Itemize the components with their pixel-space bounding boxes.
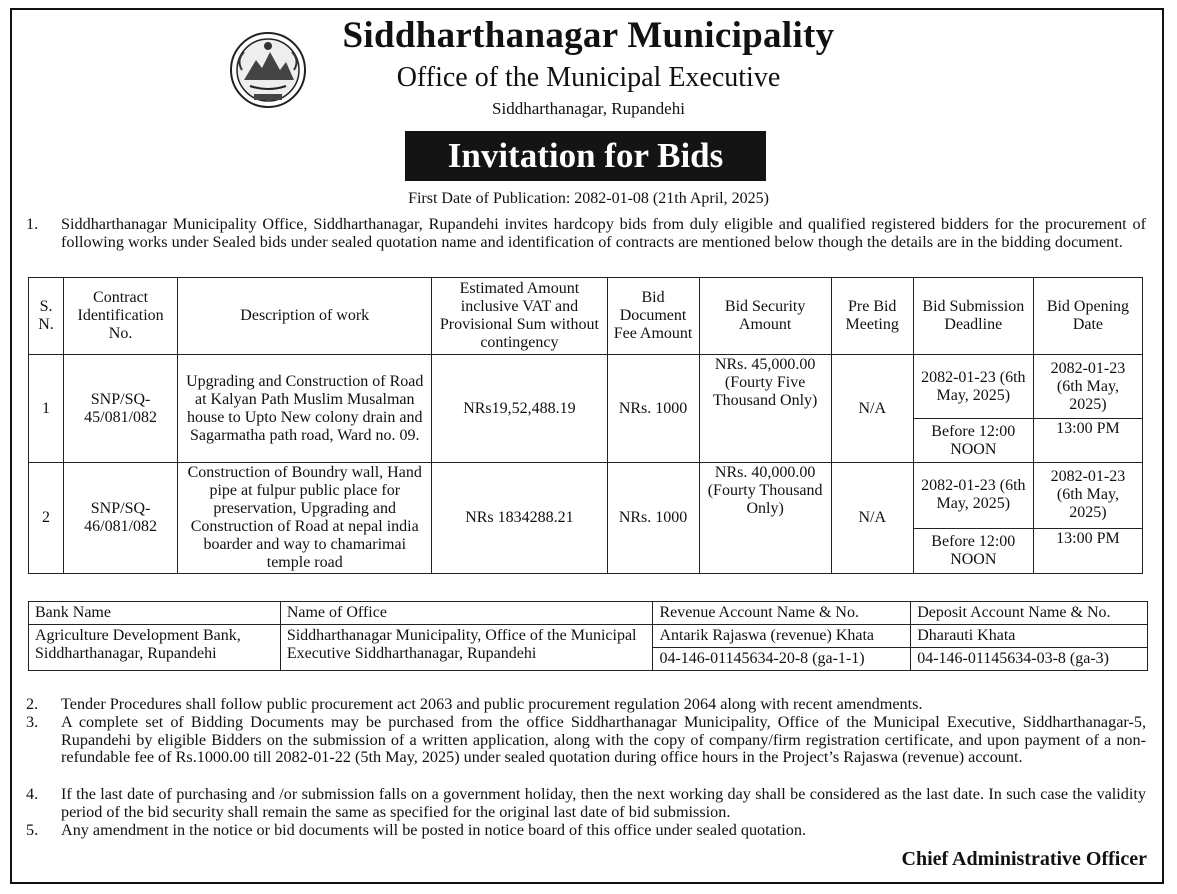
table-row <box>29 463 1143 529</box>
revenue-account-number: 04-146-01145634-20-8 (ga-1-1) <box>653 648 911 671</box>
column-header: S. N. <box>29 278 64 355</box>
clause-item <box>26 714 1146 767</box>
clause-item <box>26 696 1146 714</box>
works-table <box>28 277 1143 574</box>
table-row <box>29 355 1143 419</box>
clause-number: 5. <box>26 821 39 839</box>
column-header: Pre Bid Meeting <box>831 278 913 355</box>
serial-number: 2 <box>29 463 64 574</box>
bid-security: NRs. 40,000.00 (Fourty Thousand Only) <box>699 463 831 574</box>
notice-title: Invitation for Bids <box>405 131 766 181</box>
submission-time: Before 12:00 NOON <box>913 528 1033 573</box>
clause-text: Tender Procedures shall follow public procurement act 2063 and public procurement regulation 2064 along with recent amendments. <box>61 695 923 713</box>
office-account-name: Siddharthanagar Municipality, Office of the Municipal Executive Siddharthanagar, Rupandehi <box>280 625 653 671</box>
column-header: Description of work <box>178 278 432 355</box>
clause-text: Any amendment in the notice or bid documents will be posted in notice board of this office under sealed quotation. <box>61 821 807 839</box>
column-header: Bid Security Amount <box>699 278 831 355</box>
clause-item <box>26 786 1146 821</box>
column-header: Bid Opening Date <box>1033 278 1142 355</box>
bank-name: Agriculture Development Bank, Siddharthanagar, Rupandehi <box>29 625 281 671</box>
column-header: Bid Submission Deadline <box>913 278 1033 355</box>
opening-time: 13:00 PM <box>1033 419 1142 463</box>
clause-text: Siddharthanagar Municipality Office, Siddharthanagar, Rupandehi invites hardcopy bids from duly eligible and qualified registered bidders for the procurement of following works under Sealed bids under sealed quotation name and identification of contracts are mentioned below though the details are in the bidding document. <box>61 215 1146 251</box>
deposit-account-number: 04-146-01145634-03-8 (ga-3) <box>911 648 1148 671</box>
column-header: Bank Name <box>29 602 281 625</box>
opening-date: 2082-01-23 (6th May, 2025) <box>1033 463 1142 529</box>
opening-date: 2082-01-23 (6th May, 2025) <box>1033 355 1142 419</box>
clause-number: 1. <box>26 215 39 233</box>
work-description: Upgrading and Construction of Road at Kalyan Path Muslim Musalman house to Upto New colony drain and Sagarmatha path road, Ward no. 09. <box>178 355 432 463</box>
submission-date: 2082-01-23 (6th May, 2025) <box>913 463 1033 529</box>
clause-item <box>26 822 1146 840</box>
document-fee: NRs. 1000 <box>607 463 699 574</box>
bank-account-table <box>28 601 1148 671</box>
table-header-row <box>29 602 1148 625</box>
clause-text: A complete set of Bidding Documents may be purchased from the office Siddharthanagar Municipality, Office of the Municipal Executive, Siddharthanagar-5, Rupandehi by eligible Bidders on the submission of a written application, along with the copy of company/firm registration certificate, and upon payment of a non-refundable fee of Rs.1000.00 till 2082-01-22 (5th May, 2025) under sealed quotation during office hours in the Project’s Rajaswa (revenue) account. <box>61 713 1146 766</box>
column-header: Revenue Account Name & No. <box>653 602 911 625</box>
contract-id: SNP/SQ-46/081/082 <box>64 463 178 574</box>
office-location: Siddharthanagar, Rupandehi <box>492 99 685 118</box>
column-header: Deposit Account Name & No. <box>911 602 1148 625</box>
publication-date: First Date of Publication: 2082-01-08 (21th April, 2025) <box>408 190 769 207</box>
intro-paragraph <box>26 216 1146 251</box>
serial-number: 1 <box>29 355 64 463</box>
document-fee: NRs. 1000 <box>607 355 699 463</box>
office-name: Office of the Municipal Executive <box>396 62 781 93</box>
pre-bid-meeting: N/A <box>831 463 913 574</box>
column-header: Name of Office <box>280 602 653 625</box>
table-header-row <box>29 278 1143 355</box>
clause-number: 2. <box>26 695 39 713</box>
deposit-account-name: Dharauti Khata <box>911 625 1148 648</box>
estimated-amount: NRs19,52,488.19 <box>432 355 607 463</box>
contract-id: SNP/SQ-45/081/082 <box>64 355 178 463</box>
submission-date: 2082-01-23 (6th May, 2025) <box>913 355 1033 419</box>
bid-security: NRs. 45,000.00 (Fourty Five Thousand Only) <box>699 355 831 463</box>
clause-text: If the last date of purchasing and /or submission falls on a government holiday, then the next working day shall be considered as the last date. In such case the validity period of the bid security shall remain the same as specified for the original last date of bid submission. <box>61 785 1146 821</box>
municipality-name: Siddharthanagar Municipality <box>342 15 835 56</box>
submission-time: Before 12:00 NOON <box>913 419 1033 463</box>
work-description: Construction of Boundry wall, Hand pipe at fulpur public place for preservation, Upgrading and Construction of Road at nepal india boarder and way to chamarimai temple road <box>178 463 432 574</box>
pre-bid-meeting: N/A <box>831 355 913 463</box>
column-header: Estimated Amount inclusive VAT and Provisional Sum without contingency <box>432 278 607 355</box>
clause-number: 4. <box>26 785 39 803</box>
signatory-title: Chief Administrative Officer <box>901 848 1147 870</box>
column-header: Bid Document Fee Amount <box>607 278 699 355</box>
table-row <box>29 625 1148 648</box>
column-header: Contract Identification No. <box>64 278 178 355</box>
opening-time: 13:00 PM <box>1033 528 1142 573</box>
clause-number: 3. <box>26 713 39 731</box>
estimated-amount: NRs 1834288.21 <box>432 463 607 574</box>
revenue-account-name: Antarik Rajaswa (revenue) Khata <box>653 625 911 648</box>
